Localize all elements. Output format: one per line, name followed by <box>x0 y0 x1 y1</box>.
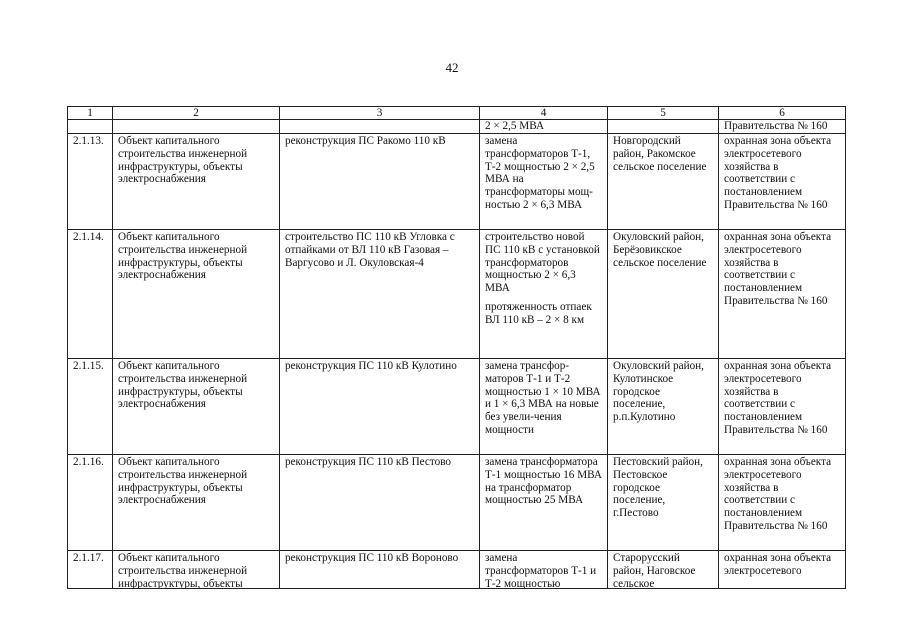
row-number: 2.1.14. <box>68 230 113 359</box>
table-row <box>68 230 846 359</box>
object-parameters <box>480 134 608 230</box>
parameter-text: протяженность отпаек ВЛ 110 кВ – 2 × 8 км <box>485 300 592 326</box>
object-name: реконструкция ПС 110 кВ Кулотино <box>280 359 480 455</box>
parameter-text: замена трансформаторов Т-1 и Т-2 мощностью <box>485 552 597 588</box>
object-location: Новгородский район, Ракомское сельское поселение <box>608 134 719 230</box>
table-row <box>68 455 846 551</box>
table-row <box>68 359 846 455</box>
column-number-3: 3 <box>280 107 480 120</box>
object-type: Объект капитального строительства инженерной инфраструктуры, объекты электроснабжения <box>113 359 280 455</box>
row-number: 2.1.15. <box>68 359 113 455</box>
column-number-6: 6 <box>719 107 846 120</box>
object-name: реконструкция ПС 110 кВ Пестово <box>280 455 480 551</box>
parameter-text: строительство новой ПС 110 кВ с установкой трансформаторов мощностью 2 × 6,3 МВА <box>485 231 600 295</box>
object-parameters <box>480 455 608 551</box>
planning-table <box>67 106 846 589</box>
object-name: реконструкция ПС 110 кВ Вороново <box>285 552 459 564</box>
object-location: Окуловский район, Кулотинское городское поселение, р.п.Кулотино <box>608 359 719 455</box>
zone-description: охранная зона объекта электросетевого <box>724 552 832 577</box>
column-number-1: 1 <box>68 107 113 120</box>
page-number: 42 <box>445 60 459 75</box>
row-number: 2.1.17. <box>73 552 104 564</box>
row-number: 2.1.16. <box>68 455 113 551</box>
continuation-row <box>68 120 846 134</box>
object-type: Объект капитального строительства инженерной инфраструктуры, объекты электроснабжения <box>113 134 280 230</box>
object-parameters <box>480 359 608 455</box>
table-row <box>68 134 846 230</box>
parameter-text: замена трансфор-маторов Т-1 и Т-2 мощностью 1 × 10 МВА и 1 × 6,3 МВА на новые без увели-чения мощности <box>485 360 601 436</box>
zone-description: охранная зона объекта электросетевого хозяйства в соответствии с постановлением Правительства № 160 <box>719 230 846 359</box>
object-location: Пестовский район, Пестовское городское поселение, г.Пестово <box>608 455 719 551</box>
object-location: Окуловский район, Берёзовикское сельское поселение <box>608 230 719 359</box>
object-parameters <box>480 230 608 359</box>
object-type: Объект капитального строительства инженерной инфраструктуры, объекты <box>118 552 248 588</box>
column-number-2: 2 <box>113 107 280 120</box>
zone-description: охранная зона объекта электросетевого хозяйства в соответствии с постановлением Правительства № 160 <box>719 134 846 230</box>
row-number: 2.1.13. <box>68 134 113 230</box>
object-type: Объект капитального строительства инженерной инфраструктуры, объекты электроснабжения <box>113 230 280 359</box>
table-row <box>68 551 846 589</box>
parameter-text: замена трансформатора Т-1 мощностью 16 МВА на трансформатор мощностью 25 МВА <box>485 456 602 507</box>
column-number-4: 4 <box>480 107 608 120</box>
continuation-params: 2 × 2,5 МВА <box>480 120 608 134</box>
continuation-zone: Правительства № 160 <box>719 120 846 134</box>
zone-description: охранная зона объекта электросетевого хозяйства в соответствии с постановлением Правительства № 160 <box>719 455 846 551</box>
column-number-row <box>68 107 846 120</box>
object-location: Старорусский район, Наговское сельское <box>613 552 696 588</box>
column-number-5: 5 <box>608 107 719 120</box>
object-type: Объект капитального строительства инженерной инфраструктуры, объекты электроснабжения <box>113 455 280 551</box>
object-name: реконструкция ПС Ракомо 110 кВ <box>280 134 480 230</box>
object-name: строительство ПС 110 кВ Угловка с отпайками от ВЛ 110 кВ Газовая – Варгусово и Л. Окуловская-4 <box>280 230 480 359</box>
parameter-text: замена трансформаторов Т-1, Т-2 мощностью 2 × 2,5 МВА на трансформаторы мощ-ностью 2 × 6,3 МВА <box>485 135 595 211</box>
zone-description: охранная зона объекта электросетевого хозяйства в соответствии с постановлением Правительства № 160 <box>719 359 846 455</box>
